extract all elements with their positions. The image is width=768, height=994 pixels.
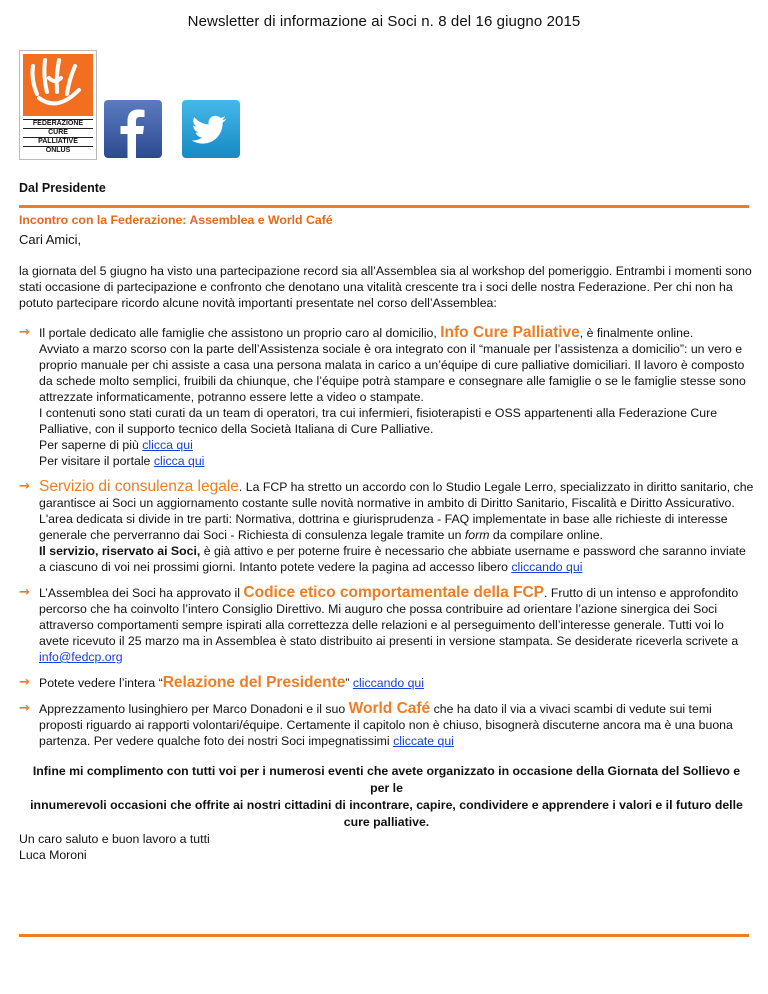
logo-line: FEDERAZIONE [23,119,93,128]
bullet-text: L’Assemblea dei Soci ha approvato il [39,586,240,600]
signoff-greeting: Un caro saluto e buon lavoro a tutti [19,832,210,846]
arrow-right-icon: → [19,325,30,340]
closing-line: Infine mi complimento con tutti voi per i numerosi eventi che avete organizzato in occasione della Giornata del Sollievo e [32,764,741,778]
bullet-text: I contenuti sono stati curati da un team di operatori, tra cui infermieri, fisioterapisti e OSS appartenenti alla Federazione Cure Palliative, con il supporto tecnico della Società Italiana di Cure Palliative. [39,406,718,436]
bullet-text: Potete vedere l’intera “ [39,676,163,690]
bullet-text: , è finalmente online. [579,326,694,340]
visit-portal-link[interactable]: clicca qui [153,454,205,468]
relazione-link[interactable]: cliccando qui [352,676,424,690]
bullet-codice-etico [19,585,754,665]
bullet-bold: Il servizio, riservato ai Soci, [39,544,201,558]
form-word: form [464,528,490,542]
closing-paragraph [19,763,754,831]
letter-body [19,232,754,863]
signoff-name: Luca Moroni [19,848,87,862]
arrow-right-icon: → [19,479,30,494]
info-cure-palliative-title[interactable]: Info Cure Palliative [440,324,580,341]
open-page-link[interactable]: cliccando qui [511,560,583,574]
email-link[interactable]: info@fedcp.org [39,650,123,664]
twitter-icon[interactable] [182,100,240,158]
logo-wordmark [23,119,93,157]
photos-link[interactable]: cliccate qui [393,734,454,748]
bullet-text: Per saperne di più [39,438,139,452]
closing-line: per le [370,781,403,795]
bullet-text: è già attivo e per poterne fruire è necessario che abbiate username e password che saranno inviate a ciascuno di voi nei prossimi giorni. Intanto potete vedere la pagina ad accesso libero [39,544,746,574]
arrow-right-icon: → [19,675,30,690]
orange-divider [19,934,749,937]
closing-line: innumerevoli occasioni che offrite ai nostri cittadini di incontrare, capire, condividere e apprendere i valori e il futuro delle [30,798,743,812]
bullet-text: che ha dato il via a vivaci scambi di vedute sui temi proposti riguardo ai rapporti volontari/équipe. Certamente il capitolo non è chiuso, bisognerà discuterne ancora ma è una buona partenza. Per vedere qualche foto dei nostri Soci impegnatissimi [39,702,733,748]
hand-logo-icon [23,54,93,116]
bullet-world-cafe [19,701,754,749]
logo-line: ONLUS [23,146,93,155]
bullet-text: Avviato a marzo scorso con la parte dell’Assistenza sociale è ora integrato con il “manuale per l’assistenza a domicilio”: un vero e proprio manuale per chi assiste a casa una persona malata in carico a un’équipe di cure palliative domiciliari. Il lavoro è composto da schede molto semplici, fruibili da chiunque, che l’équipe potrà stampare e consegnare alle famiglie o se le famiglie stesse sono attrezzate informaticamente, potranno essere lette a video o stampate. [39,342,746,404]
bullet-consulenza-legale [19,479,754,575]
arrow-right-icon: → [19,585,30,600]
consulenza-legale-title[interactable]: Servizio di consulenza legale [39,478,239,495]
arrow-right-icon: → [19,701,30,716]
newsletter-title: Newsletter di informazione ai Soci n. 8 del 16 giugno 2015 [187,13,581,30]
more-info-link[interactable]: clicca qui [142,438,193,452]
greeting: Cari Amici, [19,232,82,247]
world-cafe-title[interactable]: World Café [348,700,431,717]
bullet-text: . La FCP ha stretto un accordo con lo Studio Legale Lerro, specializzato in diritto sanitario, che garantisce ai Soci un aggiornamento costante sulle novità normative in ambito di Diritto Sanitario, Fiscalità e Diritto Assicurativo. L'area dedicata si divide in tre parti: Normativa, dottrina e giurisprudenza - FAQ implementate in base alle richieste di interesse generale che perverranno dai Soci - Richiesta di consulenza legale tramite un [39,480,754,542]
bullet-info-cure-palliative [19,325,754,469]
logo-line: PALLIATIVE [23,137,93,146]
logo-line: CURE [23,128,93,137]
codice-etico-title[interactable]: Codice etico comportamentale della FCP [243,584,545,601]
fcp-logo[interactable] [19,50,97,160]
bullet-text: Il portale dedicato alle famiglie che assistono un proprio caro al domicilio, [39,326,437,340]
bullet-relazione-presidente [19,675,754,691]
bullet-text: ” [345,676,350,690]
bullet-text: Apprezzamento lusinghiero per Marco Donadoni e il suo [39,702,346,716]
section-label: Dal Presidente [19,181,106,195]
bullet-text: da compilare online. [492,528,603,542]
closing-line: cure palliative. [343,815,430,829]
headline: Incontro con la Federazione: Assemblea e World Café [19,213,333,227]
bullet-text: Per visitare il portale [39,454,151,468]
intro-paragraph: la giornata del 5 giugno ha visto una partecipazione record sia all’Assemblea sia al workshop del pomeriggio. Entrambi i momenti sono stati occasione di partecipazione e confronto che denotano una vitalità crescente tra i soci delle nostra Federazione. Per chi non ha potuto partecipare ricordo alcune novità importanti presentate nel corso dell’Assemblea: [19,264,752,310]
orange-divider [19,205,749,208]
relazione-presidente-title[interactable]: Relazione del Presidente [162,674,346,691]
facebook-icon[interactable] [104,100,162,158]
bullet-text: . Frutto di un intenso e approfondito percorso che ha coinvolto l’intero Consiglio Direttivo. Mi auguro che possa contribuire ad orientare l’azione sinergica dei Soci attraverso comportamenti sempre ispirati alla correttezza delle relazioni e al perseguimento dell’interesse generale. Tutti voi lo avete ricevuto il 25 marzo ma in Assemblea è stato distribuito ai presenti in versione stampata. Se desiderate riceverla scrivete a [39,586,739,648]
